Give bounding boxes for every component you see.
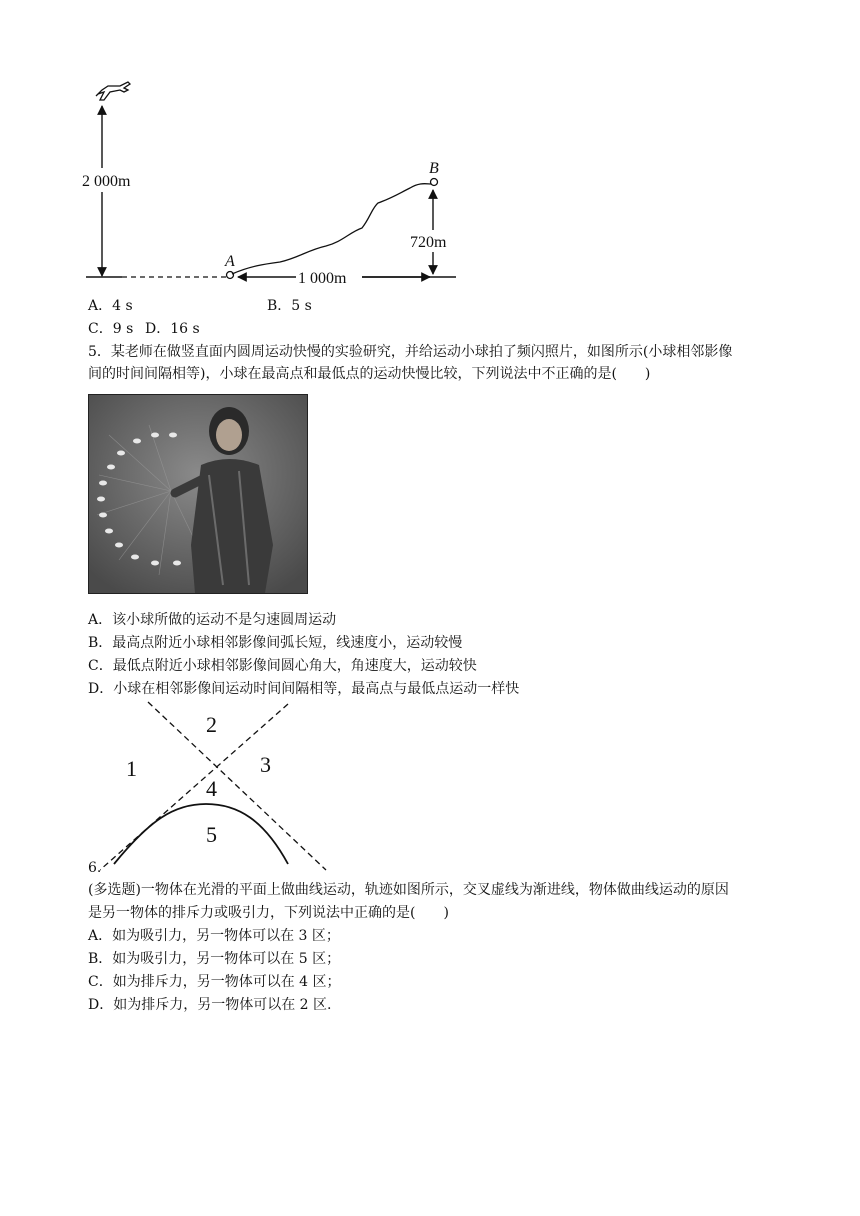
q6-stem-line1: (多选题)一物体在光滑的平面上做曲线运动，轨迹如图所示，交叉虚线为渐进线，物体做曲线运动的原因 <box>88 882 729 898</box>
height-label-left: 2 000m <box>82 173 131 190</box>
asymptote-1 <box>148 702 326 870</box>
q4-option-c: C．9 s <box>88 321 134 337</box>
asymptote-2 <box>100 704 288 870</box>
q6-option-c: C．如为排斥力，另一物体可以在 4 区； <box>88 974 341 990</box>
q5-option-d: D．小球在相邻影像间运动时间间隔相等，最高点与最低点运动一样快 <box>88 681 520 697</box>
q5-stem-line2: 间的时间间隔相等)，小球在最高点和最低点的运动快慢比较，下列说法中不正确的是( ) <box>88 366 651 382</box>
q5-stem-line1: 5．某老师在做竖直面内圆周运动快慢的实验研究，并给运动小球拍了频闪照片，如图所示(小球相邻影像 <box>88 344 733 360</box>
mountain-slope <box>232 184 432 274</box>
region-label-2: 2 <box>206 712 217 737</box>
region-label-4: 4 <box>206 776 217 801</box>
figure-q4-diagram <box>80 70 470 292</box>
region-label-5: 5 <box>206 822 217 847</box>
distance-label: 1 000m <box>298 270 347 287</box>
q6-number: 6. <box>88 860 102 876</box>
label-b: B <box>429 160 439 177</box>
q6-option-b: B．如为吸引力，另一物体可以在 5 区； <box>88 951 341 967</box>
airplane-icon <box>96 82 130 100</box>
label-a: A <box>225 253 235 270</box>
q6-option-a: A．如为吸引力，另一物体可以在 3 区； <box>88 928 340 944</box>
height-label-right: 720m <box>410 234 447 251</box>
region-label-1: 1 <box>126 756 137 781</box>
trajectory-curve <box>114 804 288 864</box>
q6-option-d: D．如为排斥力，另一物体可以在 2 区. <box>88 997 332 1013</box>
point-b <box>431 179 438 186</box>
q5-option-a: A．该小球所做的运动不是匀速圆周运动 <box>88 612 337 628</box>
q5-option-b: B．最高点附近小球相邻影像间弧长短，线速度小，运动较慢 <box>88 635 463 651</box>
point-a <box>227 272 234 279</box>
region-label-3: 3 <box>260 752 271 777</box>
q4-option-d: D．16 s <box>145 321 200 337</box>
figure-q6-diagram <box>100 698 340 876</box>
strobe-photo-art <box>89 395 307 593</box>
strobe-photo <box>88 394 308 594</box>
q6-stem-line2: 是另一物体的排斥力或吸引力，下列说法中正确的是( ) <box>88 905 449 921</box>
q5-option-c: C．最低点附近小球相邻影像间圆心角大，角速度大，运动较快 <box>88 658 477 674</box>
q4-option-a: A．4 s <box>88 298 133 314</box>
q4-option-b: B．5 s <box>267 298 312 314</box>
